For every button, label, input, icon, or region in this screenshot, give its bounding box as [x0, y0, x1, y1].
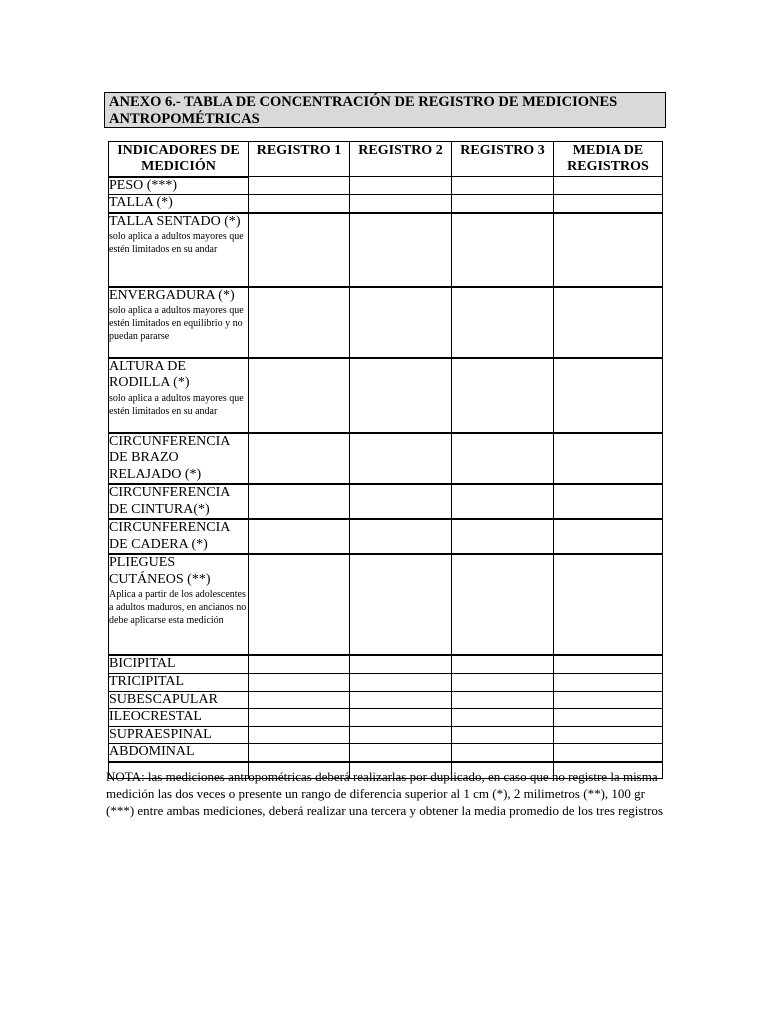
table-row: [109, 673, 663, 691]
value-cell-registro-1[interactable]: [249, 726, 350, 744]
indicator-label: ABDOMINAL: [109, 744, 195, 759]
value-cell-registro-3[interactable]: [452, 673, 554, 691]
indicator-cell: [109, 177, 249, 195]
value-cell-registro-2[interactable]: [350, 691, 452, 709]
value-cell-registro-2[interactable]: [350, 744, 452, 762]
value-cell-registro-2[interactable]: [350, 484, 452, 519]
value-cell-media[interactable]: [554, 358, 663, 433]
value-cell-registro-3[interactable]: [452, 709, 554, 727]
header-registro-3: REGISTRO 3: [452, 142, 554, 177]
value-cell-registro-3[interactable]: [452, 655, 554, 673]
indicator-cell: [109, 554, 249, 655]
value-cell-media[interactable]: [554, 655, 663, 673]
value-cell-media[interactable]: [554, 213, 663, 287]
value-cell-registro-2[interactable]: [350, 213, 452, 287]
value-cell-registro-2[interactable]: [350, 655, 452, 673]
table-row: [109, 484, 663, 519]
indicator-cell: [109, 213, 249, 287]
value-cell-media[interactable]: [554, 519, 663, 554]
indicator-note: solo aplica a adultos mayores que estén limitados en su andar: [109, 392, 244, 417]
value-cell-registro-3[interactable]: [452, 433, 554, 485]
value-cell-registro-2[interactable]: [350, 519, 452, 554]
indicator-cell: [109, 691, 249, 709]
value-cell-registro-3[interactable]: [452, 726, 554, 744]
header-media: MEDIA DE REGISTROS: [554, 142, 663, 177]
value-cell-registro-1[interactable]: [249, 213, 350, 287]
value-cell-media[interactable]: [554, 691, 663, 709]
table-row: [109, 655, 663, 673]
indicator-cell: [109, 195, 249, 213]
indicator-cell: [109, 709, 249, 727]
value-cell-registro-2[interactable]: [350, 709, 452, 727]
table-row: [109, 519, 663, 554]
table-row: [109, 726, 663, 744]
indicator-cell: [109, 484, 249, 519]
value-cell-registro-1[interactable]: [249, 709, 350, 727]
table-row: [109, 709, 663, 727]
indicator-label: TRICIPITAL: [109, 673, 185, 689]
table-row: [109, 433, 663, 485]
value-cell-registro-1[interactable]: [249, 433, 350, 485]
value-cell-registro-1[interactable]: [249, 358, 350, 433]
indicator-label: CIRCUNFERENCIA DE BRAZO RELAJADO (*): [109, 433, 230, 482]
indicator-label: SUPRAESPINAL: [109, 726, 212, 742]
value-cell-registro-2[interactable]: [350, 287, 452, 358]
value-cell-media[interactable]: [554, 744, 663, 762]
value-cell-registro-1[interactable]: [249, 673, 350, 691]
value-cell-registro-2[interactable]: [350, 726, 452, 744]
indicator-note: solo aplica a adultos mayores que estén limitados en su andar: [109, 231, 244, 255]
table-row: [109, 691, 663, 709]
value-cell-media[interactable]: [554, 554, 663, 655]
indicator-label: TALLA (*): [109, 195, 173, 210]
value-cell-registro-2[interactable]: [350, 358, 452, 433]
table-row: [109, 213, 663, 287]
value-cell-media[interactable]: [554, 726, 663, 744]
footnote: NOTA: las mediciones antropométricas deberá realizarlas por duplicado, en caso que no registre la misma medición las dos veces o presente un rango de diferencia superior al 1 cm (*), 2 milimetros (**), 100 gr (***) entre ambas mediciones, deberá realizar una tercera y obtener la media promedio de los tres registros: [106, 769, 663, 818]
value-cell-media[interactable]: [554, 195, 663, 213]
table-header-row: [109, 142, 663, 177]
value-cell-registro-1[interactable]: [249, 554, 350, 655]
value-cell-registro-1[interactable]: [249, 519, 350, 554]
indicator-label: PLIEGUES CUTÁNEOS (**): [109, 555, 211, 587]
indicator-cell: [109, 287, 249, 358]
header-registro-2: REGISTRO 2: [350, 142, 452, 177]
indicator-label: ENVERGADURA (*): [109, 287, 235, 303]
document-title: ANEXO 6.- TABLA DE CONCENTRACIÓN DE REGISTRO DE MEDICIONES ANTROPOMÉTRICAS: [104, 92, 666, 128]
value-cell-registro-1[interactable]: [249, 484, 350, 519]
value-cell-registro-3[interactable]: [452, 358, 554, 433]
value-cell-registro-3[interactable]: [452, 287, 554, 358]
table-row: [109, 195, 663, 213]
value-cell-media[interactable]: [554, 673, 663, 691]
indicator-cell: [109, 655, 249, 673]
value-cell-registro-1[interactable]: [249, 655, 350, 673]
indicator-label: ILEOCRESTAL: [109, 709, 202, 724]
table-row: [109, 287, 663, 358]
value-cell-registro-2[interactable]: [350, 433, 452, 485]
value-cell-media[interactable]: [554, 287, 663, 358]
indicator-note: Aplica a partir de los adolescentes a adultos maduros, en ancianos no debe aplicarse esta medición: [109, 589, 247, 626]
indicator-label: TALLA SENTADO (*): [109, 213, 241, 229]
value-cell-registro-1[interactable]: [249, 195, 350, 213]
measurements-table: [108, 141, 663, 779]
indicator-label: CIRCUNFERENCIA DE CADERA (*): [109, 520, 230, 552]
indicator-cell: [109, 433, 249, 485]
header-registro-1: REGISTRO 1: [249, 142, 350, 177]
indicator-label: ALTURA DE RODILLA (*): [109, 358, 190, 390]
indicator-cell: [109, 744, 249, 762]
indicator-label: CIRCUNFERENCIA DE CINTURA(*): [109, 485, 230, 517]
value-cell-registro-3[interactable]: [452, 195, 554, 213]
indicator-cell: [109, 673, 249, 691]
value-cell-registro-3[interactable]: [452, 691, 554, 709]
table-row: [109, 177, 663, 195]
indicator-label: SUBESCAPULAR: [109, 691, 218, 707]
value-cell-registro-2[interactable]: [350, 673, 452, 691]
value-cell-registro-2[interactable]: [350, 195, 452, 213]
indicator-label: BICIPITAL: [109, 656, 176, 671]
value-cell-media[interactable]: [554, 484, 663, 519]
value-cell-registro-3[interactable]: [452, 484, 554, 519]
indicator-note: solo aplica a adultos mayores que estén limitados en equilibrio y no puedan pararse: [109, 305, 244, 342]
value-cell-registro-3[interactable]: [452, 554, 554, 655]
indicator-label: PESO (***): [109, 177, 178, 193]
indicator-cell: [109, 358, 249, 433]
value-cell-media[interactable]: [554, 433, 663, 485]
value-cell-registro-3[interactable]: [452, 519, 554, 554]
table-row: [109, 554, 663, 655]
value-cell-media[interactable]: [554, 177, 663, 195]
value-cell-registro-1[interactable]: [249, 744, 350, 762]
header-indicadores: INDICADORES DE MEDICIÓN: [109, 142, 249, 177]
value-cell-registro-2[interactable]: [350, 554, 452, 655]
value-cell-registro-1[interactable]: [249, 691, 350, 709]
value-cell-media[interactable]: [554, 709, 663, 727]
value-cell-registro-3[interactable]: [452, 744, 554, 762]
indicator-cell: [109, 519, 249, 554]
table-row: [109, 744, 663, 762]
value-cell-registro-2[interactable]: [350, 177, 452, 195]
table-row: [109, 358, 663, 433]
value-cell-registro-1[interactable]: [249, 177, 350, 195]
indicator-cell: [109, 726, 249, 744]
value-cell-registro-3[interactable]: [452, 177, 554, 195]
value-cell-registro-3[interactable]: [452, 213, 554, 287]
value-cell-registro-1[interactable]: [249, 287, 350, 358]
